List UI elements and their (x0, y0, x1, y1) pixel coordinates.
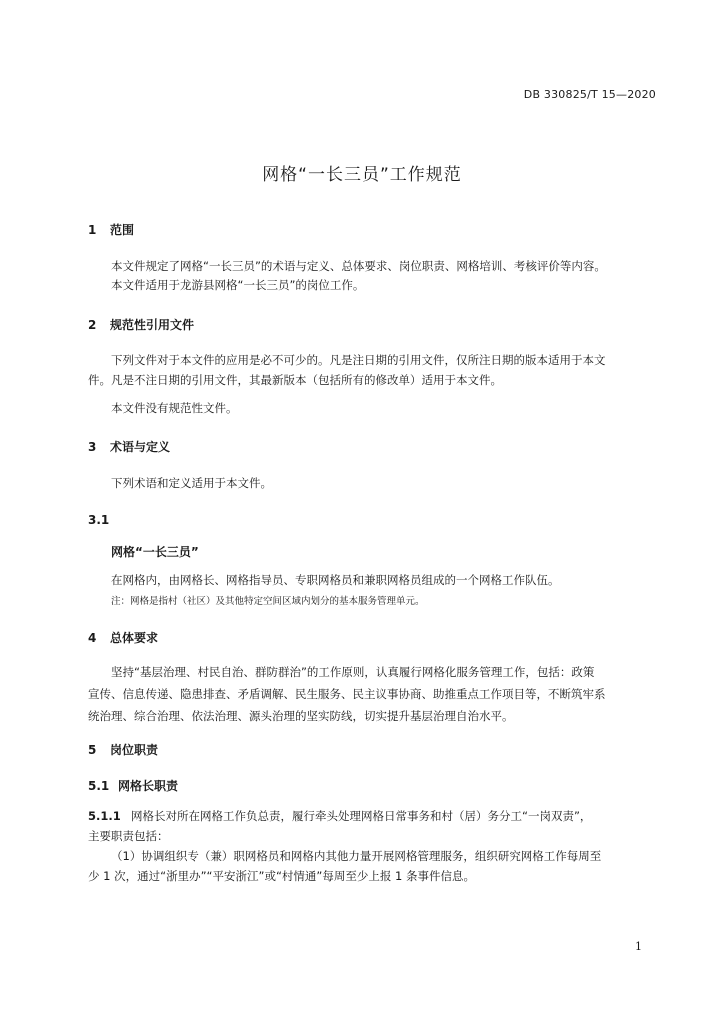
section-4-title: 总体要求 (110, 631, 159, 645)
section-2-title: 规范性引用文件 (110, 318, 195, 332)
section-1-heading (88, 221, 134, 238)
section-3-paragraph-1: 下列术语和定义适用于本文件。 (111, 476, 272, 490)
section-3-heading (88, 438, 170, 455)
section-2-heading (88, 316, 194, 333)
section-2-paragraph-1-line-1: 下列文件对于本文件的应用是必不可少的。凡是注日期的引用文件，仅所注日期的版本适用于本文 (111, 353, 606, 367)
section-1-number: 1 (88, 223, 97, 237)
clause-5-1-1-number: 5.1.1 (88, 809, 121, 823)
section-5-heading (88, 741, 158, 758)
section-2-number: 2 (88, 318, 97, 332)
section-3-number: 3 (88, 440, 97, 454)
section-3-title: 术语与定义 (110, 440, 171, 454)
subsection-5-1-number: 5.1 (88, 779, 110, 793)
subsection-5-1-heading (88, 777, 178, 794)
clause-5-1-1-line-1 (88, 806, 591, 826)
page-number: 1 (635, 940, 642, 953)
section-5-number: 5 (88, 743, 97, 757)
subsection-3-1-number: 3.1 (88, 513, 110, 527)
document-title: 网格“一长三员”工作规范 (262, 165, 462, 185)
section-4-line-2: 宣传、信息传递、隐患排查、矛盾调解、民生服务、民主议事协商、助推重点工作项目等，不断筑牢系 (88, 687, 606, 701)
standard-number: DB 330825/T 15—2020 (523, 88, 656, 101)
section-1-paragraph-1: 本文件规定了网格“一长三员”的术语与定义、总体要求、岗位职责、网格培训、考核评价等内容。 (111, 259, 606, 273)
term-note: 注：网格是指村（社区）及其他特定空间区域内划分的基本服务管理单元。 (111, 596, 425, 607)
section-4-line-1: 坚持“基层治理、村民自治、群防群治”的工作原则，认真履行网格化服务管理工作，包括：政策 (111, 665, 595, 679)
clause-5-1-1-line-2: 主要职责包括： (88, 829, 169, 843)
section-4-line-3: 统治理、综合治理、依法治理、源头治理的坚实防线，切实提升基层治理自治水平。 (88, 709, 514, 723)
section-4-number: 4 (88, 631, 97, 645)
section-4-heading (88, 629, 158, 646)
section-1-title: 范围 (110, 223, 135, 237)
clause-5-1-1-item-1-line-2: 少 1 次，通过“浙里办”“平安浙江”或“村情通”每周至少上报 1 条事件信息。 (88, 869, 475, 883)
clause-5-1-1-text: 网格长对所在网格工作负总责，履行牵头处理网格日常事务和村（居）务分工“一岗双责”， (131, 809, 592, 823)
section-2-paragraph-2: 本文件没有规范性文件。 (111, 401, 238, 415)
term-definition: 在网格内，由网格长、网格指导员、专职网格员和兼职网格员组成的一个网格工作队伍。 (111, 573, 560, 587)
section-1-paragraph-2: 本文件适用于龙游县网格“一长三员”的岗位工作。 (111, 278, 365, 292)
section-5-title: 岗位职责 (110, 743, 159, 757)
section-2-paragraph-1-line-2: 件。凡是不注日期的引用文件，其最新版本（包括所有的修改单）适用于本文件。 (88, 373, 502, 387)
term-title: 网格“一长三员” (111, 545, 199, 559)
clause-5-1-1-item-1-line-1: （1）协调组织专（兼）职网格员和网格内其他力量开展网格管理服务，组织研究网格工作每周至 (111, 849, 602, 863)
subsection-5-1-title: 网格长职责 (118, 779, 179, 793)
